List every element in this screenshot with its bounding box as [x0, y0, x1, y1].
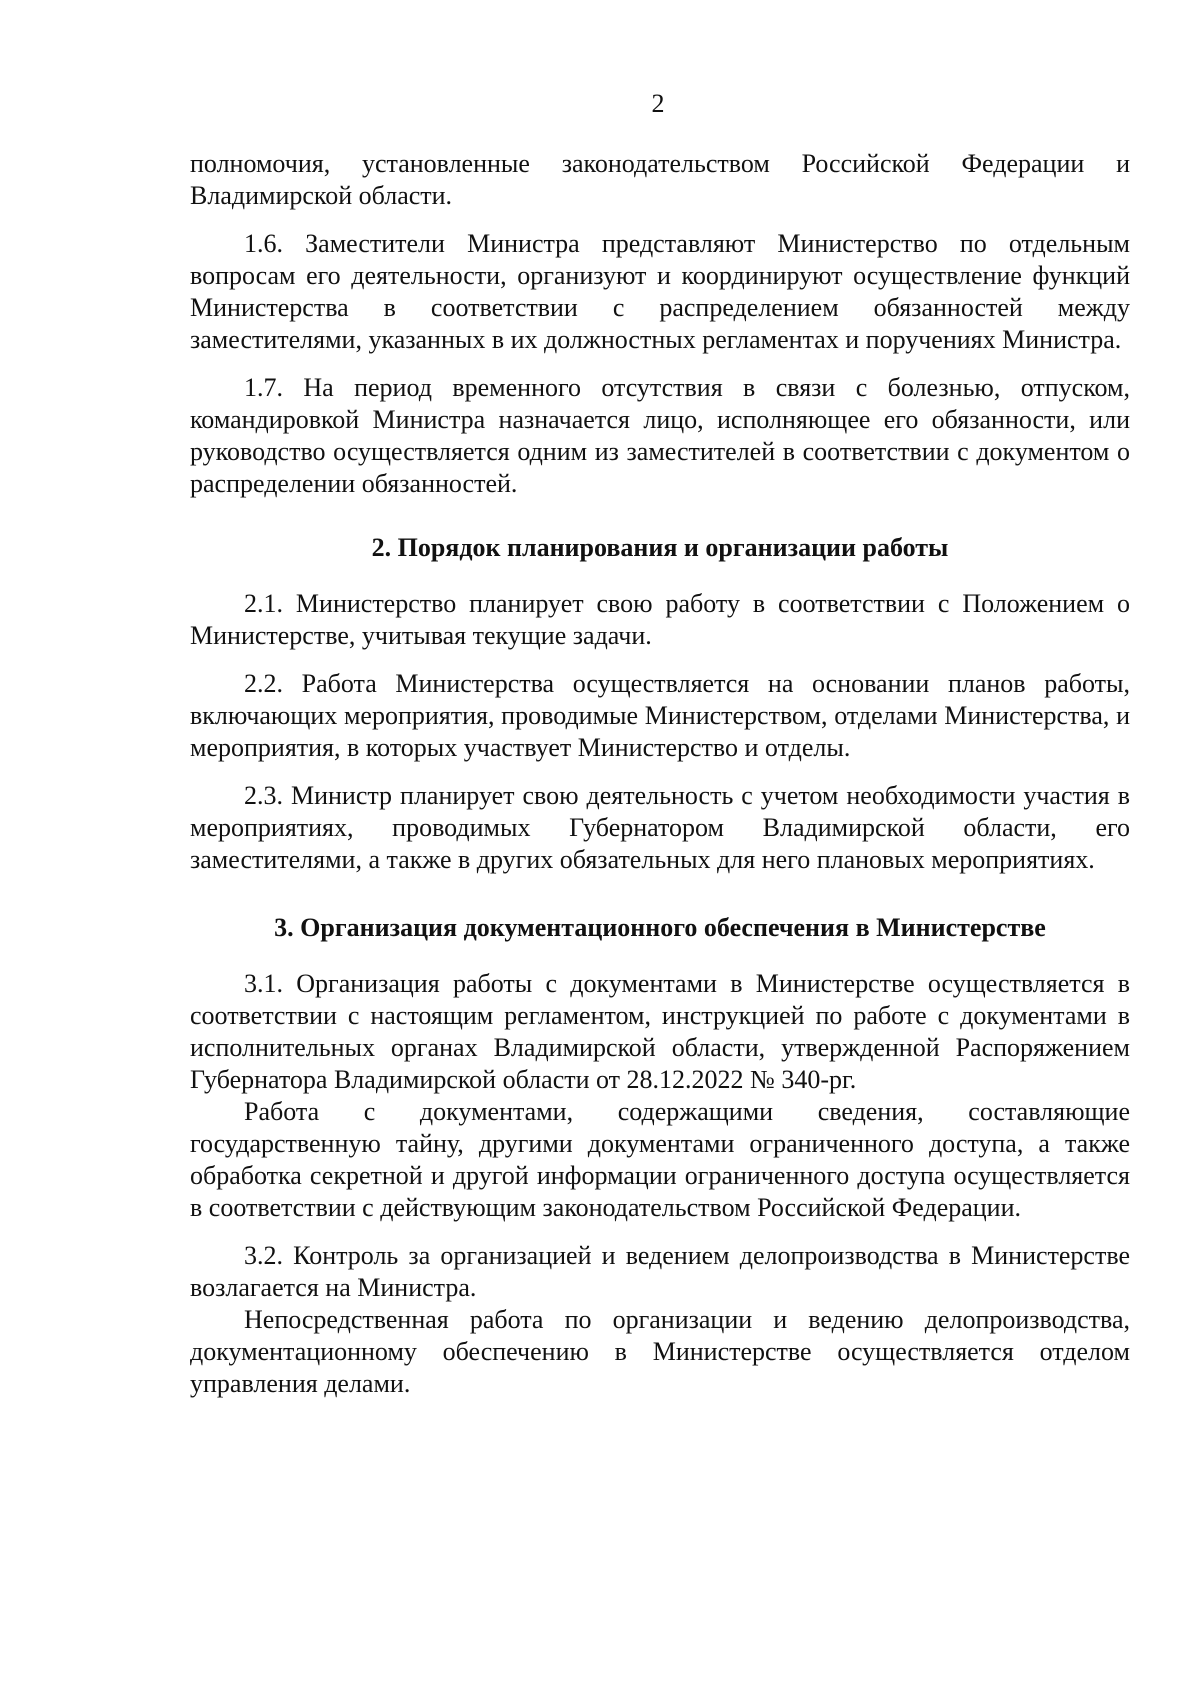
page-number: 2	[651, 89, 665, 118]
paragraph-2-2: 2.2. Работа Министерства осуществляется на основании планов работы, включающих мероприятия, проводимые Министерством, отделами Министерства, и мероприятия, в которых участвует Министерство и отделы.	[190, 669, 1130, 762]
paragraph-1-6: 1.6. Заместители Министра представляют Министерство по отдельным вопросам его деятельности, организуют и координируют осуществление функций Министерства в соответствии с распределением обязанностей между заместителями, указанных в их должностных регламентах и поручениях Министра.	[190, 229, 1130, 354]
paragraph-intro-continuation: полномочия, установленные законодательством Российской Федерации и Владимирской области.	[190, 149, 1130, 210]
paragraph-3-2-continuation: Непосредственная работа по организации и ведению делопроизводства, документационному обеспечению в Министерстве осуществляется отделом управления делами.	[190, 1305, 1130, 1398]
section-heading-2: 2. Порядок планирования и организации работы	[371, 533, 949, 562]
paragraph-3-1: 3.1. Организация работы с документами в Министерстве осуществляется в соответствии с настоящим регламентом, инструкцией по работе с документами в исполнительных органах Владимирской области, утвержденной Распоряжением Губернатора Владимирской области от 28.12.2022 № 340-рг.	[190, 969, 1130, 1094]
document-content	[190, 148, 1130, 1400]
paragraph-3-1-continuation: Работа с документами, содержащими сведения, составляющие государственную тайну, другими документами ограниченного доступа, а также обработка секретной и другой информации ограниченного доступа осуществляется в соответствии с действующим законодательством Российской Федерации.	[190, 1097, 1130, 1222]
paragraph-3-2: 3.2. Контроль за организацией и ведением делопроизводства в Министерстве возлагается на Министра.	[190, 1241, 1130, 1302]
section-heading-3: 3. Организация документационного обеспечения в Министерстве	[274, 913, 1046, 942]
paragraph-1-7: 1.7. На период временного отсутствия в связи с болезнью, отпуском, командировкой Министра назначается лицо, исполняющее его обязанности, или руководство осуществляется одним из заместителей в соответствии с документом о распределении обязанностей.	[190, 373, 1130, 498]
paragraph-2-1: 2.1. Министерство планирует свою работу в соответствии с Положением о Министерстве, учитывая текущие задачи.	[190, 589, 1130, 650]
paragraph-2-3: 2.3. Министр планирует свою деятельность с учетом необходимости участия в мероприятиях, проводимых Губернатором Владимирской области, его заместителями, а также в других обязательных для него плановых мероприятиях.	[190, 781, 1130, 874]
